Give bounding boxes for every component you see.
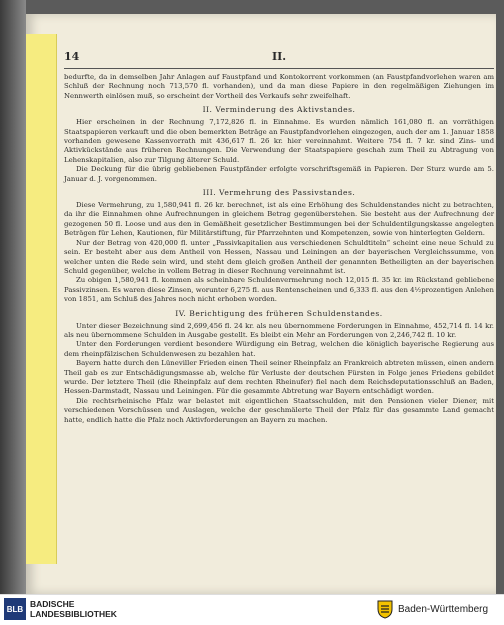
blb-logo[interactable]: BLB	[4, 598, 26, 620]
subsection-heading: III. Vermehrung des Passivstandes.	[202, 188, 356, 198]
coat-of-arms-icon	[376, 599, 394, 619]
footer-bar	[0, 594, 504, 625]
paragraph: bedurfte, da in demselben Jahr Anlagen auf Faustpfand und Kontokorrent vorkommen (an Faustpfandvorlehen waren am Schluß der Rechnung noch 713,570 fl. vorhanden), und da man diese Papiere in den regelmäßigen Ziehungen im Nennwerth einlösen muß, so erscheint der Vortheil des Verkaufs sehr zweifelhaft.	[64, 73, 494, 100]
paragraph: Die rechtsrheinische Pfalz war belastet mit eigentlichen Staatsschulden, mit den Pensionen vieler Diener, mit verschiedenen Vorschüssen und Auslagen, welche der geschmälerte Theil der Pfalz für das gesammte Land gemacht hatte, endlich hatte die Pfalz noch Aktivforderungen an Bayern zu machen.	[64, 396, 494, 424]
paragraph: Bayern hatte durch den Lüneviller Frieden einen Theil seiner Rheinpfalz an Frankreich abtreten müssen, einen andern Theil gab es zur Entschädigungsmasse ab, welche für Verluste der deutschen Fürsten in Folge jenes Friedens gebildet wurde. Der letztere Theil (die Rheinpfalz auf dem rechten Rheinufer) fiel nach dem Reichsdeputationsschluß an Baden, Hessen-Darmstadt, Nassau und Leiningen. Für die gesammte Abtretung war Bayern entschädigt worden.	[64, 359, 494, 396]
library-name[interactable]	[30, 599, 117, 619]
paragraph: Diese Vermehrung, zu 1,580,941 fl. 26 kr. berechnet, ist als eine Erhöhung des Schuldenstandes nicht zu betrachten, da ihr die Einnahmen ohne Aufrechnungen in gleichem Betrag gegenüberstehen. Sie besteht aus der Aufrechnung der gezogenen 50 fl. Loose und aus den in Gemäßheit gesetzlicher Bestimmungen bei der Schuldentilgungskasse angelegten Beträgen für Lehen, Kautionen, für Militärstiftung, für Pfarrzehnten und Kompetenzen, sowie von hinterlegten Geldern.	[64, 201, 494, 238]
paragraph: Unter dieser Bezeichnung sind 2,699,456 fl. 24 kr. als neu übernommene Forderungen in Einnahme, 452,714 fl. 14 kr. als neu übernommene Schulden in Ausgabe gestellt. Es bleibt ein Mehr an Forderungen von 2,246,742 fl. 10 kr.	[64, 321, 494, 339]
paragraph: Unter den Forderungen verdient besondere Würdigung ein Betrag, welchen die königlich bayerische Regierung aus dem rheinpfälzischen Schuldenwesen zu bezahlen hat.	[64, 340, 494, 358]
page-content	[64, 50, 494, 425]
paragraph: Hier erscheinen in der Rechnung 7,172,826 fl. in Einnahme. Es wurden nämlich 161,080 fl. an vorräthigen Staatspapieren verkauft und die oben bemerkten Beträge an Faustpfandvorlehen eingezogen, auch der am 1. Januar 1858 vorhanden gewesene Kassenvorrath mit 436,617 fl. 26 kr. hier vereinnahmt. Weitere 754 fl. 7 kr. sind Zins- und Aktivkückstände aus früheren Rechnungen. Die Verwendung der Staatspapiere geschah zum Theil zu Abtragung von Lehenskapitalien, also zur Tilgung älterer Schuld.	[64, 118, 494, 164]
state-name[interactable]: Baden-Württemberg	[398, 604, 489, 615]
paragraph: Die Deckung für die übrig gebliebenen Faustpfänder erfolgte vorschriftsgemäß in Papieren. Der Sturz wurde am 5. Januar d. J. vorgenommen.	[64, 165, 494, 183]
page-edge-tab	[26, 34, 57, 564]
library-name-line2: LANDESBIBLIOTHEK	[30, 609, 117, 619]
header-rule	[64, 68, 494, 69]
paragraph: Nur der Betrag von 420,000 fl. unter „Passivkapitalien aus verschiedenen Schuldtiteln“ scheint eine neue Schuld zu sein. Er besteht aber aus dem Antheil von Hessen, Nassau und Leiningen an der bayerischen Vergleichssumme, von welcher unten die Rede sein wird, und steht dem gleich großen Antheil der genannten Betheiligten an der bayerischen Schuld gegenüber, welche in vollem Betrag in dieser Rechnung vereinnahmt ist.	[64, 238, 494, 275]
subsection-heading: II. Verminderung des Aktivstandes.	[202, 105, 356, 115]
page-number: 14	[64, 50, 80, 63]
running-header	[64, 50, 494, 66]
book-spine	[0, 0, 26, 594]
paragraph: Zu obigen 1,580,941 fl. kommen als scheinbare Schuldenvermehrung noch 12,015 fl. 35 kr. im Rückstand gebliebene Passivzinsen. Es waren diese Zinsen, worunter 6,275 fl. aus Rentenscheinen und 6,333 fl. aus den 4½prozentigen Anlehen von 1851, am Schluß des Jahres noch nicht erhoben worden.	[64, 276, 494, 304]
library-name-line1: BADISCHE	[30, 599, 75, 609]
section-heading: II.	[271, 50, 287, 63]
subsection-heading: IV. Berichtigung des früheren Schuldenstandes.	[175, 308, 383, 318]
